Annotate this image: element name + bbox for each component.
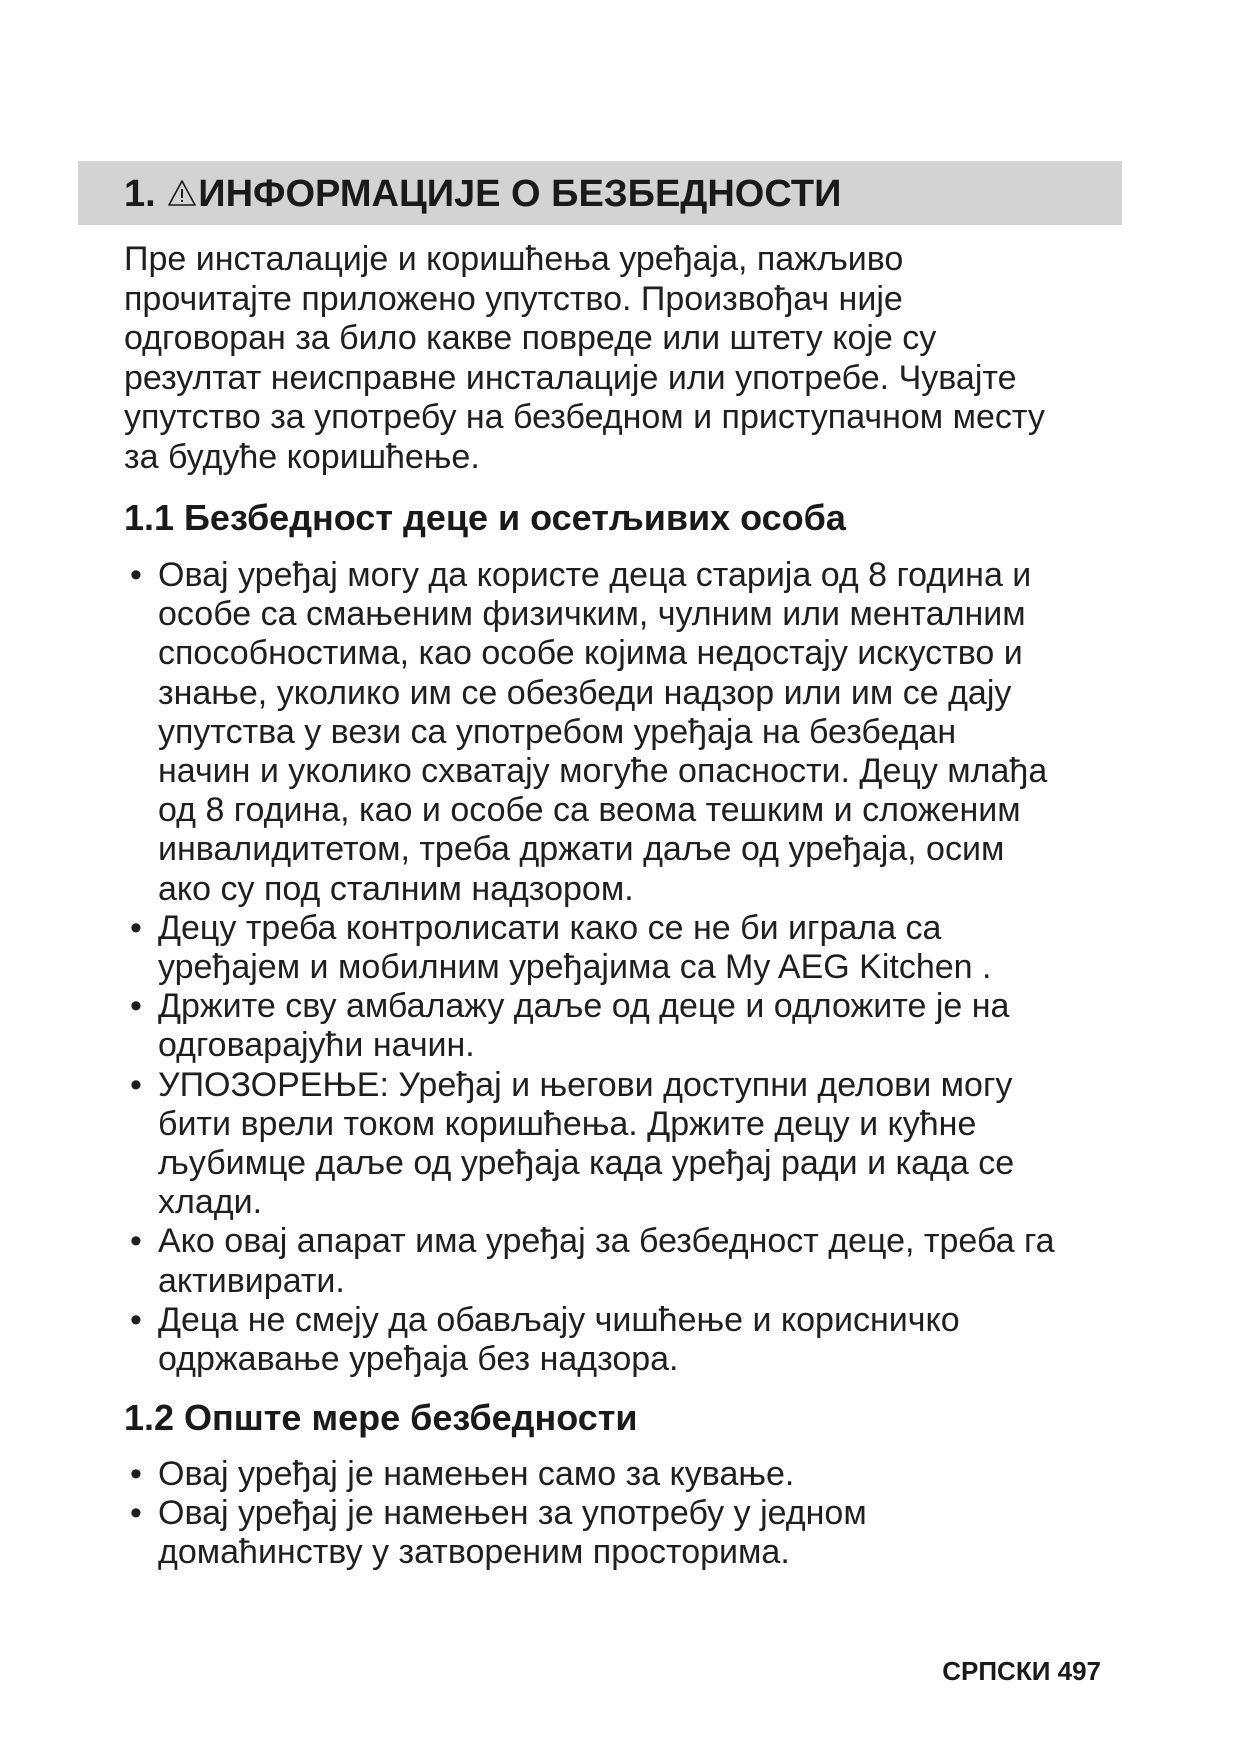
- list-item-line: Децу треба контролисати како се не би играла са: [158, 908, 942, 947]
- list-item-line: Деца не смеју да обављају чишћење и корисничко: [158, 1300, 960, 1339]
- intro-paragraph: [124, 240, 1134, 478]
- bullet-marker: •: [130, 1300, 142, 1339]
- list-item-line: домаћинству у затвореним просторима.: [158, 1533, 790, 1572]
- intro-line: одговоран за било какве повреде или штету које су: [124, 319, 937, 358]
- list-item: [124, 1301, 1134, 1379]
- child-safety-heading: 1.1 Безбедност деце и осетљивих особа: [124, 497, 846, 538]
- intro-line: упутство за употребу на безбедном и приступачном месту: [124, 398, 1045, 437]
- section-title-text: ИНФОРМАЦИЈЕ О БЕЗБЕДНОСТИ: [198, 173, 842, 215]
- section-title: [124, 172, 841, 216]
- list-item-line: способностима, као особе којима недостају искуство и: [158, 634, 1023, 673]
- bullet-marker: •: [130, 987, 142, 1026]
- list-item-line: инвалидитетом, треба држати даље од уређаја, осим: [158, 830, 1005, 869]
- list-item: [124, 556, 1134, 909]
- bullet-marker: •: [130, 1222, 142, 1261]
- list-item: [124, 1222, 1134, 1300]
- list-item-line: активирати.: [158, 1261, 345, 1300]
- bullet-marker: •: [130, 556, 142, 594]
- intro-line: Пре инсталације и коришћења уређаја, пажљиво: [124, 240, 904, 278]
- list-item-line: од 8 година, као и особе са веома тешким и сложеним: [158, 791, 1021, 830]
- list-item-line: одржавање уређаја без надзора.: [158, 1340, 679, 1379]
- list-item: [124, 1455, 1134, 1494]
- intro-line: резултат неисправне инсталације или употребе. Чувајте: [124, 358, 1017, 397]
- list-item-line: упутства у вези са употребом уређаја на безбедан: [158, 712, 957, 751]
- list-item: [124, 987, 1134, 1065]
- bullet-marker: •: [130, 908, 142, 947]
- list-item: [124, 1494, 1134, 1572]
- list-item-line: уређајем и мобилним уређајима са My AEG Kitchen .: [158, 948, 992, 987]
- bullet-marker: •: [130, 1455, 142, 1493]
- child-safety-list: [124, 556, 1134, 1379]
- list-item-line: особе са смањеним физичким, чулним или менталним: [158, 595, 1026, 634]
- bullet-marker: •: [130, 1494, 142, 1533]
- list-item-line: ако су под сталним надзором.: [158, 869, 634, 908]
- list-item-line: Држите сву амбалажу даље од деце и одложите је на: [158, 987, 1010, 1026]
- list-item: [124, 909, 1134, 987]
- bullet-marker: •: [130, 1065, 142, 1104]
- list-item-line: Овај уређај је намењен само за кување.: [158, 1455, 795, 1493]
- list-item-line: љубимце даље од уређаја када уређај ради и када се: [158, 1144, 1015, 1183]
- warning-triangle-icon: [168, 179, 196, 207]
- list-item-line: знање, уколико им се обезбеди надзор или им се дају: [158, 673, 1012, 712]
- intro-line: прочитајте приложено упутство. Произвођач није: [124, 279, 903, 318]
- list-item-line: Овај уређај је намењен за употребу у једном: [158, 1494, 867, 1533]
- list-item-line: начин и уколико схватају могуће опасности. Децу млађа: [158, 752, 1048, 791]
- page-footer: СРПСКИ 497: [942, 1656, 1101, 1686]
- list-item-line: одговарајући начин.: [158, 1026, 475, 1065]
- general-safety-list: [124, 1455, 1134, 1573]
- list-item: [124, 1066, 1134, 1223]
- section-number: 1.: [124, 173, 156, 215]
- list-item-line: Овај уређај могу да користе деца старија од 8 година и: [158, 556, 1032, 594]
- list-item-line: бити врели током коришћења. Држите децу и кућне: [158, 1104, 977, 1143]
- list-item-line: Ако овај апарат има уређај за безбедност деце, треба га: [158, 1222, 1055, 1261]
- general-safety-heading: 1.2 Опште мере безбедности: [124, 1397, 638, 1438]
- list-item-line: хлади.: [158, 1183, 263, 1222]
- list-item-line: УПОЗОРЕЊЕ: Уређај и његови доступни делови могу: [158, 1065, 1013, 1104]
- intro-line: за будуће коришћење.: [124, 437, 480, 476]
